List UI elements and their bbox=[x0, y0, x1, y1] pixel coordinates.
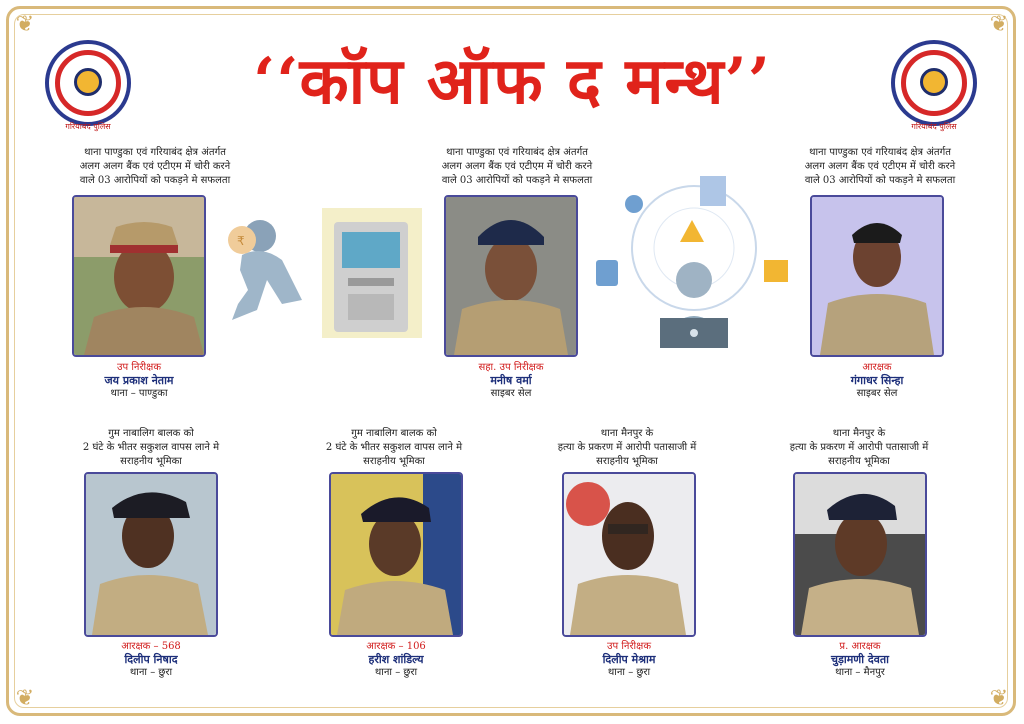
atm-theft-illustration bbox=[212, 200, 442, 350]
officer-rank: आरक्षक – 106 bbox=[366, 641, 426, 652]
svg-text:₹: ₹ bbox=[237, 234, 245, 248]
officer-caption bbox=[444, 361, 578, 400]
officer-caption bbox=[793, 640, 927, 679]
officer-name: चुड़ामणी देवता bbox=[830, 653, 889, 666]
officer-station: थाना – छुरा bbox=[607, 667, 651, 678]
officer-rank: उप निरीक्षक bbox=[116, 362, 161, 373]
logo-caption-right: गरियाबंद पुलिस bbox=[911, 122, 957, 131]
logo-caption-left: गरियाबंद पुलिस bbox=[65, 122, 111, 131]
corner-ornament-icon: ❦ bbox=[15, 686, 35, 711]
officer-name: दिलीप मेश्राम bbox=[602, 653, 656, 666]
police-logo-left bbox=[45, 40, 131, 126]
corner-ornament-icon: ❦ bbox=[15, 12, 35, 37]
poster-title: ‘‘कॉप ऑफ द मन्थ’’ bbox=[252, 44, 772, 119]
officer-achievement: गुम नाबालिग बालक को 2 घंटे के भीतर सकुशल वापस लाने मे सराहनीय भूमिका bbox=[82, 428, 220, 467]
police-logo-right bbox=[891, 40, 977, 126]
officer-rank: प्र. आरक्षक bbox=[839, 641, 881, 652]
officer-photo bbox=[444, 195, 578, 357]
officer-achievement: गुम नाबालिग बालक को 2 घंटे के भीतर सकुशल वापस लाने मे सराहनीय भूमिका bbox=[325, 428, 463, 467]
officer-rank: सहा. उप निरीक्षक bbox=[478, 362, 544, 373]
officer-station: साइबर सेल bbox=[490, 388, 532, 399]
officer-achievement: थाना मैनपुर के हत्या के प्रकरण में आरोपी पतासाजी में सराहनीय भूमिका bbox=[789, 428, 929, 467]
officer-rank: आरक्षक bbox=[862, 362, 892, 373]
corner-ornament-icon: ❦ bbox=[989, 686, 1009, 711]
officer-name: हरीश शांडिल्य bbox=[368, 653, 424, 666]
officer-caption bbox=[562, 640, 696, 679]
officer-station: थाना – मैनपुर bbox=[835, 667, 885, 678]
officer-achievement: थाना मैनपुर के हत्या के प्रकरण में आरोपी पतासाजी में सराहनीय भूमिका bbox=[557, 428, 697, 467]
officer-caption bbox=[329, 640, 463, 679]
officer-caption bbox=[84, 640, 218, 679]
officer-caption bbox=[810, 361, 944, 400]
officer-rank: उप निरीक्षक bbox=[606, 641, 651, 652]
officer-station: थाना – पाण्डुका bbox=[110, 388, 168, 399]
officer-achievement: थाना पाण्डुका एवं गरियाबंद क्षेत्र अंतर्गत अलग अलग बैंक एवं एटीएम में चोरी करने वाले 03 आरोपियों को पकड़ने मे सफलता bbox=[441, 147, 593, 186]
officer-name: गंगाधर सिन्हा bbox=[850, 374, 904, 387]
officer-photo bbox=[84, 472, 218, 637]
officer-achievement: थाना पाण्डुका एवं गरियाबंद क्षेत्र अंतर्गत अलग अलग बैंक एवं एटीएम में चोरी करने वाले 03 आरोपियों को पकड़ने मे सफलता bbox=[804, 147, 956, 186]
officer-station: थाना – छुरा bbox=[129, 667, 173, 678]
officer-photo bbox=[810, 195, 944, 357]
officer-name: जय प्रकाश नेताम bbox=[104, 374, 174, 387]
officer-caption bbox=[72, 361, 206, 400]
police-emblem-icon bbox=[920, 68, 948, 96]
officer-photo bbox=[562, 472, 696, 637]
cyber-crime-illustration bbox=[588, 168, 800, 358]
officer-photo bbox=[329, 472, 463, 637]
corner-ornament-icon: ❦ bbox=[989, 12, 1009, 37]
officer-achievement: थाना पाण्डुका एवं गरियाबंद क्षेत्र अंतर्गत अलग अलग बैंक एवं एटीएम में चोरी करने वाले 03 आरोपियों को पकड़ने मे सफलता bbox=[79, 147, 231, 186]
officer-name: मनीष वर्मा bbox=[490, 374, 532, 387]
officer-station: थाना – छुरा bbox=[374, 667, 418, 678]
officer-photo bbox=[72, 195, 206, 357]
officer-station: साइबर सेल bbox=[856, 388, 898, 399]
officer-photo bbox=[793, 472, 927, 637]
police-emblem-icon bbox=[74, 68, 102, 96]
officer-name: दिलीप निषाद bbox=[124, 653, 178, 666]
officer-rank: आरक्षक – 568 bbox=[121, 641, 181, 652]
